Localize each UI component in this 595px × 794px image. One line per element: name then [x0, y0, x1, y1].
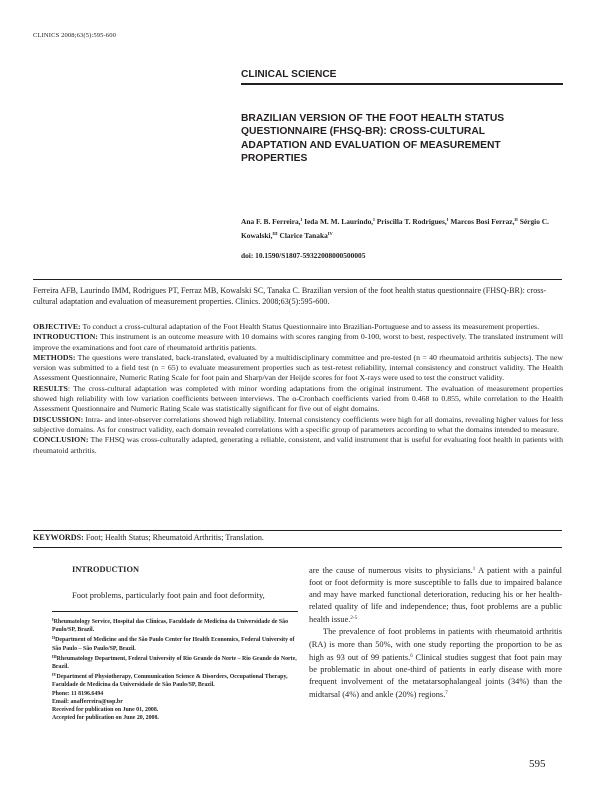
affiliation-text: Phone: 11 8196.6494 — [52, 690, 104, 697]
abstract-text: This instrument is an outcome measure with 10 domains with scores ranging from 0-100, worst to best, respectively. The translated instrument will improve the examinations and foot care of rheumatoid arthritis patients. — [33, 332, 563, 352]
author-name: Ana F. B. Ferreira, — [241, 217, 301, 226]
affiliation-mark: IV — [52, 672, 57, 678]
abstract-methods — [33, 353, 563, 384]
author-affiliation-mark: I — [446, 217, 449, 222]
author-affiliation-mark: I — [373, 217, 375, 222]
affiliation-item — [52, 616, 299, 634]
affiliation-text: Rheumatology Service, Hospital das Clínicas, Faculdade de Medicina da Universidade de São Paulo/SP, Brazil. — [52, 619, 289, 634]
abstract-label: OBJECTIVE: — [33, 322, 81, 331]
reference-mark[interactable]: 7 — [445, 690, 448, 696]
keywords-rule-top — [33, 530, 562, 531]
reference-mark[interactable]: 6 — [410, 653, 413, 659]
title-line: ADAPTATION AND EVALUATION OF MEASUREMENT — [241, 139, 501, 151]
affiliation-item — [52, 671, 299, 689]
author-affiliation-mark: III — [272, 230, 278, 236]
author-name: Priscilla T. Rodrigues, — [374, 217, 447, 226]
author-name: Marcos Bosi Ferraz, — [448, 217, 515, 226]
article-title — [241, 112, 566, 165]
affiliation-text: Department of Medicine and the São Paulo Center for Health Economics, Federal University of São Paulo – São Paulo/SP, Brazil. — [52, 637, 295, 652]
affiliation-text: Rheumatology Department, Federal University of Rio Grande do Norte – Rio Grande do Norte, Brazil. — [52, 655, 297, 671]
author-list — [241, 214, 566, 241]
affiliation-item — [52, 653, 299, 671]
abstract-label: CONCLUSION: — [33, 435, 89, 445]
abstract-label: METHODS: — [33, 352, 76, 362]
keywords-rule-bottom — [33, 547, 562, 548]
affiliation-mark: II — [52, 635, 56, 641]
abstract-results — [33, 384, 563, 415]
author-affiliation-mark: II — [514, 217, 518, 222]
received-date — [52, 706, 299, 714]
introduction-paragraph: Foot problems, particularly foot pain and foot deformity, — [72, 590, 265, 600]
abstract-label: INTRODUCTION: — [33, 332, 98, 342]
abstract-text: The questions were translated, back-translated, evaluated by a multidisciplinary committee and pre-tested (n = 40 rheumatoid arthritis subjects). The new version was submitted to a field test (n = 65) to evaluate measurement properties such as test-retest reliability, internal consistency and construct validity. The Health Assessment Questionnaire, Numeric Rating Scale for foot pain and Sharp/van der Heijde scores for foot X-rays were used to test the construct validity. — [33, 352, 563, 383]
author-name: Clarice Tanaka — [277, 230, 328, 240]
author-name: Ieda M. M. Laurindo, — [302, 217, 374, 226]
body-text: are the cause of numerous visits to physicians. — [309, 566, 473, 575]
citation-rule — [33, 279, 562, 280]
author-name: Sérgio C. Kowalski, — [241, 217, 549, 240]
affiliation-text: Department of Physiotherapy, Communication Science & Disorders, Occupational Therapy, Faculdade de Medicina da Universidade de São Paulo/SP, Brazil. — [52, 674, 288, 689]
abstract-text: The FHSQ was cross-culturally adapted, generating a reliable, consistent, and valid instrument that is useful for evaluating foot health in patients with rheumatoid arthritis. — [33, 435, 563, 455]
right-column-body — [309, 564, 562, 701]
contact-phone — [52, 690, 299, 698]
body-paragraph — [309, 626, 562, 701]
affiliation-text: Received for publication on June 01, 2008. — [52, 707, 159, 714]
citation: Ferreira AFB, Laurindo IMM, Rodrigues PT, Ferraz MB, Kowalski SC, Tanaka C. Brazilian version of the foot health status questionnaire (FHSQ-BR): cross-cultural adaptation and evaluation of measurement properties. Clinics. 2008;63(5):595-600. — [33, 286, 547, 306]
author-affiliation-mark: I — [300, 217, 303, 222]
abstract-discussion — [33, 415, 563, 436]
affiliation-mark: III — [52, 653, 57, 659]
body-paragraph — [309, 564, 562, 626]
title-line: QUESTIONNAIRE (FHSQ-BR): CROSS-CULTURAL — [241, 126, 486, 138]
footnote-rule — [52, 611, 298, 612]
keywords-label: KEYWORDS: — [33, 533, 84, 542]
title-line: PROPERTIES — [241, 152, 308, 164]
affiliation-text: Email: anafferreira@usp.br — [52, 698, 123, 705]
abstract-objective — [33, 322, 563, 332]
abstract-text: Intra- and inter-observer correlations showed high reliability. Internal consistency coefficients were high for all domains, revealing higher values for less subjective domains. As for construct validity, each domain revealed correlations with a specific group of parameters according to what the domains intended to measure. — [33, 414, 563, 434]
abstract-introduction — [33, 332, 563, 353]
abstract-conclusion — [33, 435, 563, 456]
running-head: CLINICS 2008;63(5):595-600 — [33, 32, 117, 39]
section-label: CLINICAL SCIENCE — [241, 69, 337, 80]
affiliation-text: Accepted for publication on June 20, 2008. — [52, 715, 159, 722]
keywords — [33, 533, 264, 542]
reference-mark[interactable]: 2-5 — [350, 616, 358, 622]
author-affiliation-mark: IV — [327, 230, 333, 236]
affiliation-footnotes — [52, 616, 299, 722]
accepted-date — [52, 714, 299, 722]
keywords-text: Foot; Health Status; Rheumatoid Arthritis; Translation. — [83, 533, 264, 542]
reference-mark[interactable]: 1 — [472, 567, 476, 572]
body-text: The prevalence of foot problems in patients with rheumatoid arthritis (RA) is more than 50%, with one study reporting the proportion to be as high as 93 out of 99 patients. — [309, 627, 562, 662]
section-rule — [241, 83, 563, 85]
affiliation-item — [52, 634, 299, 652]
abstract-label: DISCUSSION: — [33, 414, 84, 424]
contact-email[interactable] — [52, 698, 299, 706]
abstract-text: : The cross-cultural adaptation was completed with minor wording adaptations from the original instrument. The evaluation of measurement properties showed high reliability with low variation coefficients between interviews. The α-Cronbach coefficients varied from 0.468 to 0.855, while correlation to the Health Assessment Questionnaire and Numeric Rating Scale was statistically significant for five out of eight domains. — [33, 383, 563, 414]
title-line: BRAZILIAN VERSION OF THE FOOT HEALTH STATUS — [241, 113, 505, 124]
doi-link[interactable]: doi: 10.1590/S1807-59322008000500005 — [241, 251, 366, 260]
page-number: 595 — [529, 758, 546, 770]
abstract-text: To conduct a cross-cultural adaptation of the Foot Health Status Questionnaire into Brazilian-Portuguese and to assess its measurement properties. — [80, 322, 540, 331]
abstract-label: RESULTS — [33, 383, 68, 393]
introduction-heading: INTRODUCTION — [72, 565, 140, 574]
affiliation-mark: I — [52, 617, 54, 622]
body-text: Clinical studies suggest that foot pain may be problematic in about one-third of patients in early disease with more frequent involvement of the metatarsophalangeal joints (34%) than the midtarsal (4%) and ankle (20%) regions. — [309, 652, 563, 699]
body-text: A patient with a painful foot or foot deformity is more susceptible to falls due to impaired balance and may have marked functional deterioration, reducing his or her health-related quality of life and independence; thus, foot problems are a public health issue. — [309, 566, 562, 625]
abstract — [33, 322, 563, 456]
